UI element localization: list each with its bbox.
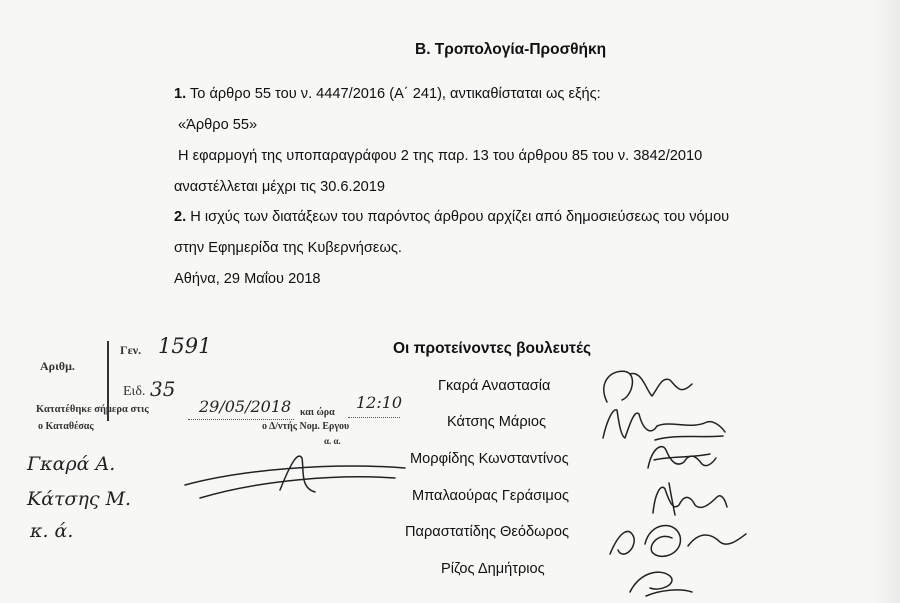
stamp-deposited-date: 29/05/2018 bbox=[199, 397, 292, 416]
quote-text-line-2: αναστέλλεται μέχρι τις 30.6.2019 bbox=[174, 179, 386, 195]
stamp-eid-label: Ειδ. bbox=[123, 384, 146, 399]
proposer-name: Ρίζος Δημήτριος bbox=[441, 561, 545, 577]
stamp-time-value: 12:10 bbox=[356, 393, 403, 412]
stamp-gen-label: Γεν. bbox=[120, 343, 142, 357]
section-title: Β. Τροπολογία-Προσθήκη bbox=[415, 41, 607, 58]
proposer-name: Παραστατίδης Θεόδωρος bbox=[405, 524, 569, 540]
body-line-1 bbox=[174, 86, 601, 102]
stamp-time-label: και ώρα bbox=[300, 407, 335, 418]
stamp-signature bbox=[180, 440, 410, 510]
quote-title: «Άρθρο 55» bbox=[178, 117, 258, 133]
proposers-title: Οι προτείνοντες βουλευτές bbox=[393, 340, 592, 357]
item-2-text-2: στην Εφημερίδα της Κυβερνήσεως. bbox=[174, 240, 402, 256]
registry-stamp bbox=[28, 333, 418, 453]
item-1-text: Το άρθρο 55 του ν. 4447/2016 (Α΄ 241), αντικαθίσταται ως εξής: bbox=[186, 86, 601, 102]
page-edge-shadow bbox=[872, 0, 900, 603]
proposer-name: Γκαρά Αναστασία bbox=[438, 378, 551, 394]
stamp-time-dotted-line bbox=[348, 417, 400, 418]
stamp-director-label: ο Δ/ντής Νομ. Εργου bbox=[262, 421, 350, 432]
handwritten-note-line: Γκαρά Α. bbox=[27, 453, 116, 475]
stamp-eid-value: 35 bbox=[150, 377, 176, 401]
proposer-name: Μορφίδης Κωνσταντίνος bbox=[410, 451, 569, 467]
body-line-item-2 bbox=[174, 209, 729, 225]
stamp-depositor-label: ο Καταθέσας bbox=[38, 421, 94, 432]
signature-parastatidis bbox=[600, 510, 750, 568]
item-1-number: 1. bbox=[174, 86, 187, 102]
stamp-arithm-label: Αριθμ. bbox=[40, 359, 75, 373]
proposer-name: Κάτσης Μάριος bbox=[447, 414, 547, 430]
proposer-name: Μπαλαούρας Γεράσιμος bbox=[412, 488, 569, 504]
stamp-deposited-label: Κατατέθηκε σήμερα στις bbox=[36, 404, 149, 415]
stamp-date-dotted-line bbox=[188, 419, 294, 420]
handwritten-note-line: κ. ά. bbox=[30, 520, 74, 542]
item-2-number: 2. bbox=[174, 209, 187, 225]
place-date: Αθήνα, 29 Μαΐου 2018 bbox=[174, 271, 321, 287]
quote-text-line-1: Η εφαρμογή της υποπαραγράφου 2 της παρ. 13 του άρθρου 85 του ν. 3842/2010 bbox=[178, 148, 703, 164]
stamp-initials: α. α. bbox=[324, 436, 341, 446]
stamp-gen-value: 1591 bbox=[158, 334, 212, 358]
handwritten-note-line: Κάτσης Μ. bbox=[27, 488, 132, 510]
signature-rizos bbox=[620, 562, 700, 602]
signature-morfidis bbox=[640, 438, 720, 478]
item-2-text-1: Η ισχύς των διατάξεων του παρόντος άρθρου αρχίζει από δημοσιεύσεως του νόμου bbox=[186, 209, 730, 225]
